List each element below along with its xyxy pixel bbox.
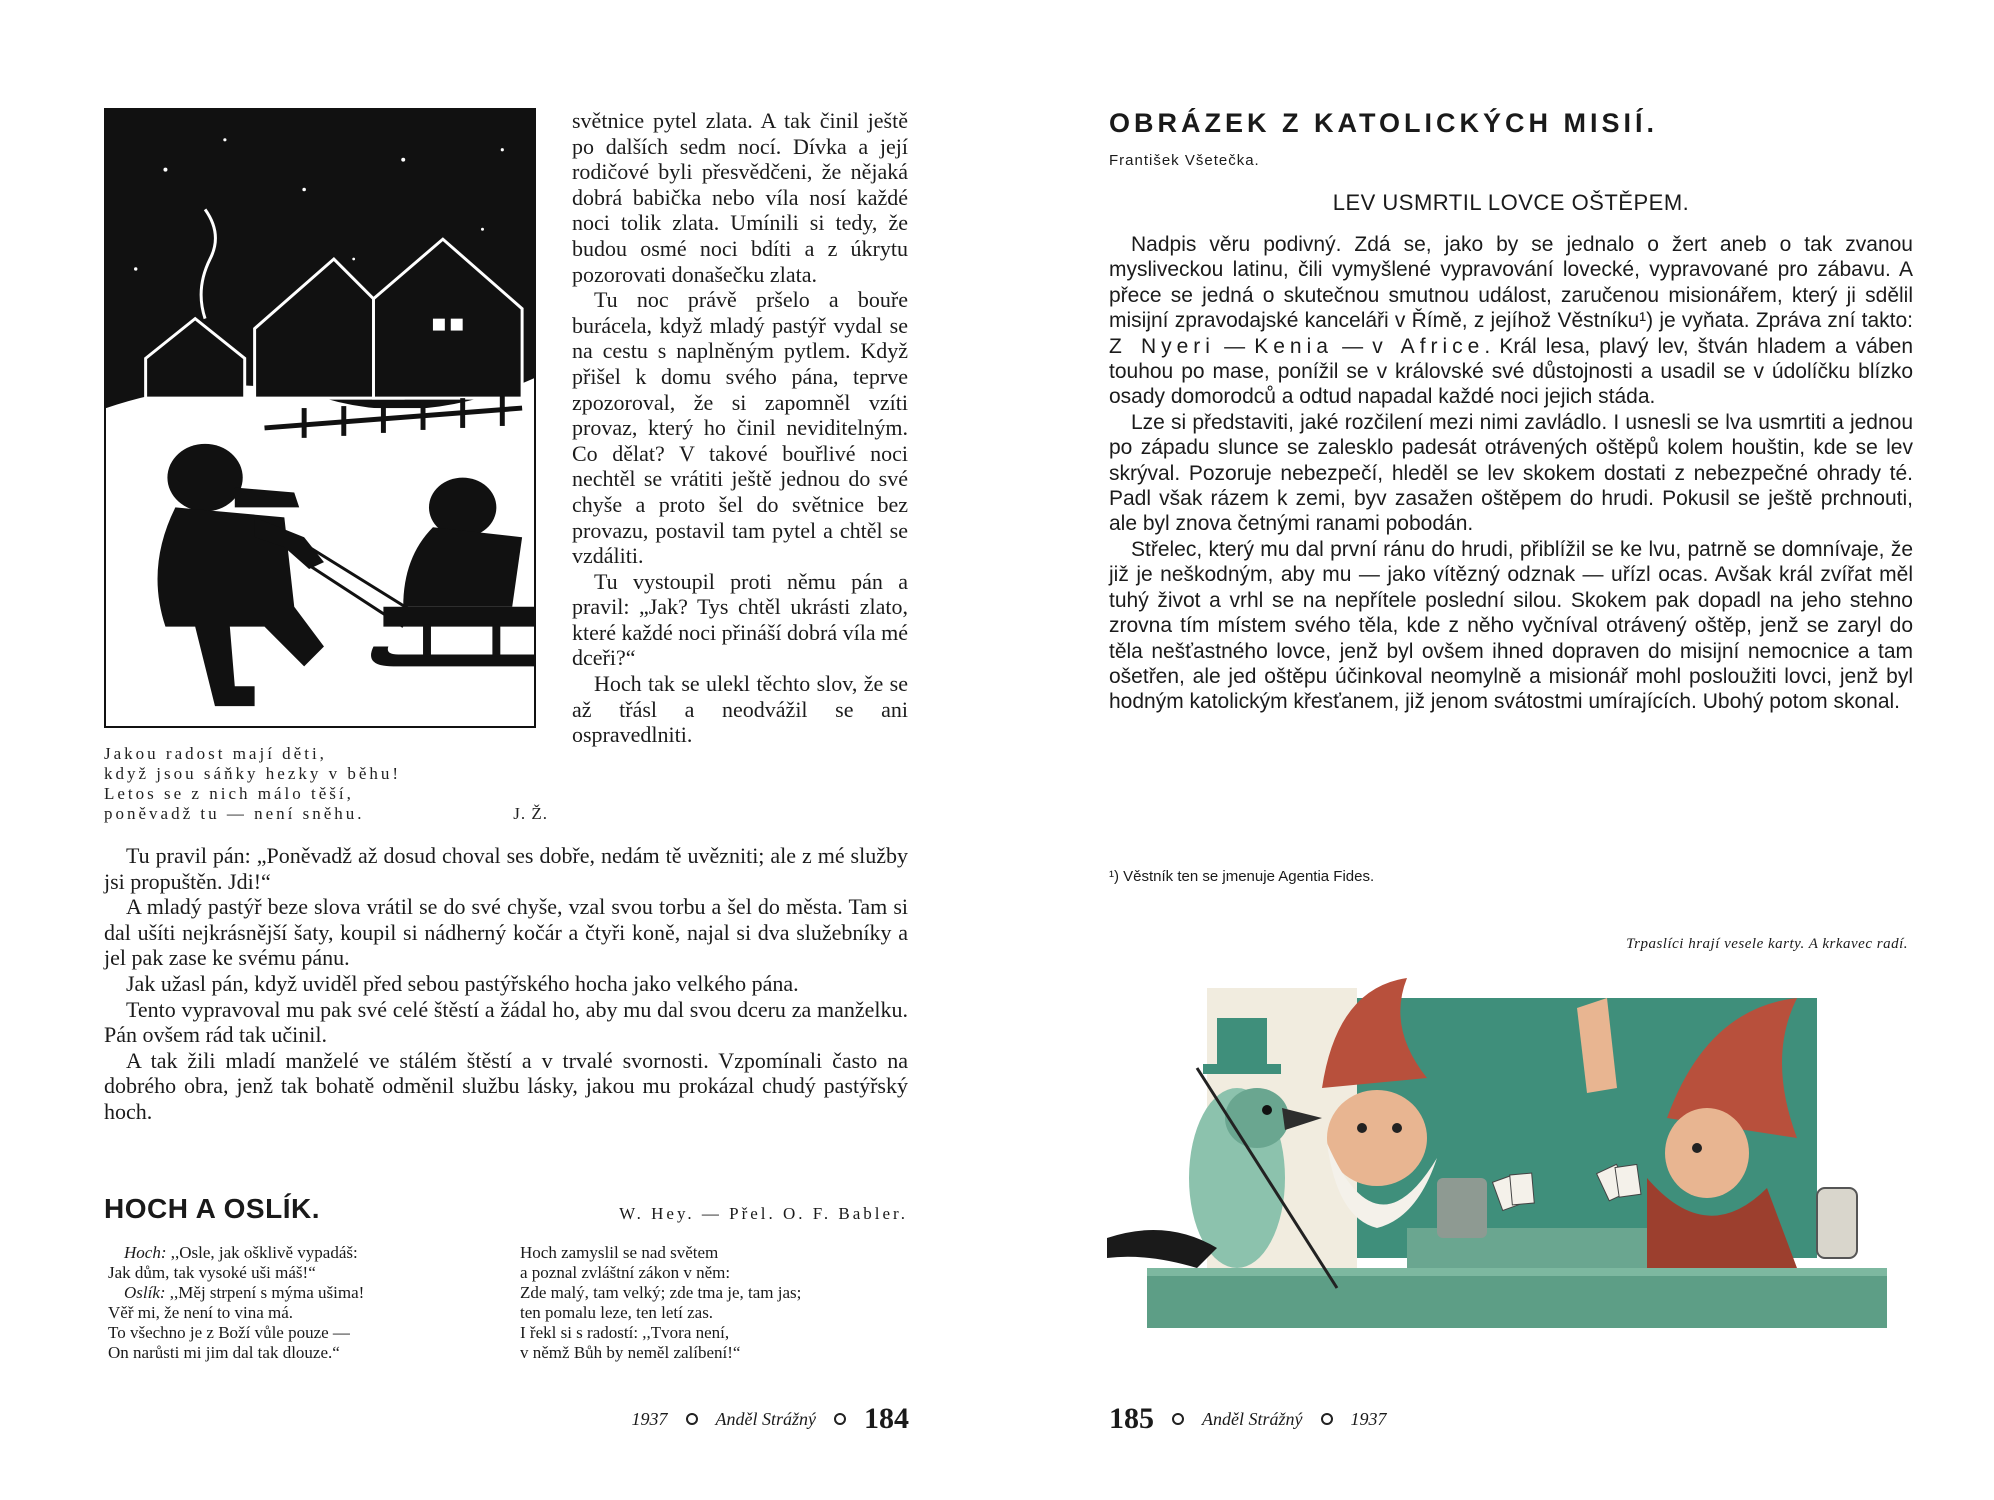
illustration-caption [104, 744, 554, 824]
poem-left-column [108, 1243, 488, 1363]
poem-verse-line: a poznal zvláštní zákon v něm: [520, 1263, 731, 1282]
place-name: Kenia [1254, 334, 1333, 358]
poem-line-text: Věř mi, že není to vina má. [108, 1303, 294, 1322]
page-footer [1109, 1402, 1387, 1436]
poem-verse-line [108, 1243, 488, 1263]
circle-ornament-icon [1172, 1413, 1184, 1425]
article-title: OBRÁZEK Z KATOLICKÝCH MISIÍ. [1109, 108, 1658, 138]
poem-speaker: Oslík: [124, 1283, 166, 1302]
gnomes-playing-cards-illustration [1107, 968, 1919, 1354]
poem-verse-line [108, 1283, 488, 1303]
poem-right-column [520, 1243, 900, 1363]
footnote: ¹) Věstník ten se jmenuje Agentia Fides. [1109, 868, 1375, 885]
page-number: 184 [864, 1402, 909, 1435]
footer-year: 1937 [1350, 1408, 1387, 1429]
poem-verse-line: I řekl si s radostí: ,,Tvora není, [520, 1323, 730, 1342]
poem-title: HOCH A OSLÍK. [104, 1193, 320, 1224]
footer-year: 1937 [631, 1408, 668, 1429]
paragraph: světnice pytel zlata. A tak činil ještě po dalších sedm nocí. Dívka a její rodičové byli přesvědčeni, že nějaká dobrá babička nebo víla nosí každé noci tolik zlata. Umínili si tedy, že budou osmé noci bdíti a z úkrytu pozorovati donašečku zlata. [572, 108, 908, 287]
caption-line: Jakou radost mají děti, [104, 744, 327, 763]
story-side-column [572, 108, 908, 748]
sledding-scene-image [106, 110, 534, 726]
right-page [997, 0, 1994, 1500]
poem-line-text: On narůsti mi jim dal tak dlouze.“ [108, 1343, 340, 1362]
place-name: Z Nyeri [1109, 334, 1215, 358]
poem-verse-line [108, 1263, 488, 1283]
dash: — [1214, 334, 1255, 358]
paragraph: A tak žili mladí manželé ve stálém štěstí a v trvalé svornosti. Vzpomínali často na dobrého obra, jenž tak bohatě odměnil službu lásky, jakou mu prokázal chudý pastýřský hoch. [104, 1047, 908, 1124]
article-subtitle: LEV USMRTIL LOVCE OŠTĚPEM. [1332, 190, 1690, 215]
paragraph: Tu vystoupil proti němu pán a pravil: „Jak? Tys chtěl ukrásti zlato, které každé noci přináší dobrá víla mé dceři?“ [572, 568, 908, 671]
paragraph [1109, 232, 1913, 410]
poem-line-text: ,,Osle, jak ošklivě vypadáš: [166, 1243, 358, 1262]
caption-initials: J. Ž. [513, 804, 548, 823]
paragraph: Tu noc právě pršelo a bouře burácela, když mladý pastýř vydal se na cestu s naplněným pytlem. Když přišel k domu svého pána, teprve zpozoroval, že si zapomněl vzíti provaz, který ho činil neviditelným. Co dělat? V takové bouřlivé noci nechtěl se vrátiti ještě jednou do své chyše a proto šel do světnice bez provazu, postavil tam pytel a chtěl se vzdáliti. [572, 287, 908, 569]
caption-line: když jsou sáňky hezky v běhu! [104, 764, 402, 783]
poem-line-text: To všechno je z Boží vůle pouze — [108, 1323, 350, 1342]
paragraph: A mladý pastýř beze slova vrátil se do své chyše, vzal svou torbu a šel do města. Tam si dal ušíti nejkrásnější šaty, koupil si nádherný kočár a čtyři koně, najal si dva služebníky a jel pak zase ke svému pánu. [104, 894, 908, 971]
article-body [1109, 232, 1913, 715]
paragraph: Lze si představiti, jaké rozčilení mezi nimi zavládlo. I usnesli se lva usmrtiti a jednou po západu slunce se zalesklo padesát otrávených oštěpů kolem houštin, kde se lev skrýval. Pozoruje nebezpečí, hleděl se lev skokem dostati z nebezpečné ohrady té. Padl však rázem k zemi, byv zasažen oštěpem do hrudi. Pokusil se ještě prchnouti, ale byl znova četnými ranami pobodán. [1109, 410, 1913, 536]
footer-title: Anděl Strážný [715, 1408, 816, 1429]
poem-verse-line: v němž Bůh by neměl zalíbení!“ [520, 1343, 741, 1362]
gnomes-scene-image [1107, 968, 1919, 1354]
page-number: 185 [1109, 1402, 1154, 1435]
poem-verse-line [108, 1343, 488, 1363]
sledding-silhouette-illustration [104, 108, 536, 728]
caption-line: Letos se z nich málo těší, [104, 784, 354, 803]
poem-verse-line [108, 1323, 488, 1343]
circle-ornament-icon [1321, 1413, 1333, 1425]
paragraph: Tento vypravoval mu pak své celé štěstí a žádal ho, aby mu dal svou dceru za manželku. Pán ovšem rád tak učinil. [104, 996, 908, 1048]
poem-verse-line [108, 1303, 488, 1323]
paragraph: Hoch tak se ulekl těchto slov, že se až třásl a neodvážil se ani ospravedlniti. [572, 671, 908, 748]
paragraph: Jak užasl pán, když uviděl před sebou pastýřského hocha jako velkého pána. [126, 970, 799, 996]
paragraph: Střelec, který mu dal první ránu do hrudi, přiblížil se ke lvu, patrně se domnívaje, že již je neškodným, aby mu — jako vítězný odznak — uřízl ocas. Avšak král zvířat měl tuhý život a vrhl se na nepřítele poslední silou. Skokem pak dopadl na jeho stehno zrovna tím místem svého těla, kde z něho vyčníval otrávený oštěp, jenž se zaryl do těla nešťastného lovce, jenž byl ovšem ihned dopraven do misijní nemocnice a tam ošetřen, ale jed oštěpu účinkoval neomylně a misionář mohl posloužiti lovci, jenž byl hodným katolickým křesťanem, již jenom svátostmi umírajících. Ubohý potom skonal. [1109, 537, 1913, 714]
poem-line-text: Jak dům, tak vysoké uši máš!“ [108, 1263, 316, 1282]
page-footer [632, 1402, 910, 1436]
caption-line: poněvadž tu — není sněhu. [104, 804, 365, 823]
poem-line-text: ,,Měj strpení s mýma ušima! [165, 1283, 365, 1302]
poem-verse-line: ten pomalu leze, ten letí zas. [520, 1303, 714, 1322]
circle-ornament-icon [686, 1413, 698, 1425]
dash: — [1332, 334, 1373, 358]
poem-credit: W. Hey. — Přel. O. F. Babler. [619, 1204, 908, 1223]
story-full-width-text [104, 843, 908, 1125]
paragraph: Tu pravil pán: „Poněvadž až dosud choval ses dobře, nedám tě uvězniti; ale z mé služby jsi propuštěn. Jdi!“ [104, 843, 908, 894]
paragraph-text: Nadpis věru podivný. Zdá se, jako by se jednalo o žert aneb o tak zvanou mysliveckou latinu, čili vymyšlené vypravování lovecké, vypravované pro zábavu. A přece se jedná o skutečnou smutnou událost, zaručenou misionářem, který ji sdělil misijní zpravodajské kanceláři v Římě, z jejíhož Věstníku¹) je vyňata. Zpráva zní takto: [1109, 233, 1913, 333]
footer-title: Anděl Strážný [1202, 1408, 1303, 1429]
poem-verse-line: Zde malý, tam velký; zde tma je, tam jas; [520, 1283, 802, 1302]
poem-verse-line: Hoch zamyslil se nad světem [520, 1243, 719, 1262]
paragraph-text: . Král lesa, plavý lev, štván hladem a váben touhou po mase, ponížil se v královské své důstojnosti a usadil se v údolíčku blízko osady domorodců a odtud napadal každé noci jejich stáda. [1109, 334, 1914, 409]
circle-ornament-icon [834, 1413, 846, 1425]
place-name: v Africe [1372, 334, 1485, 358]
poem-speaker: Hoch: [124, 1243, 167, 1262]
picture-caption: Trpaslíci hrají vesele karty. A krkavec radí. [1626, 936, 1908, 952]
article-author: František Všetečka. [1109, 152, 1260, 169]
